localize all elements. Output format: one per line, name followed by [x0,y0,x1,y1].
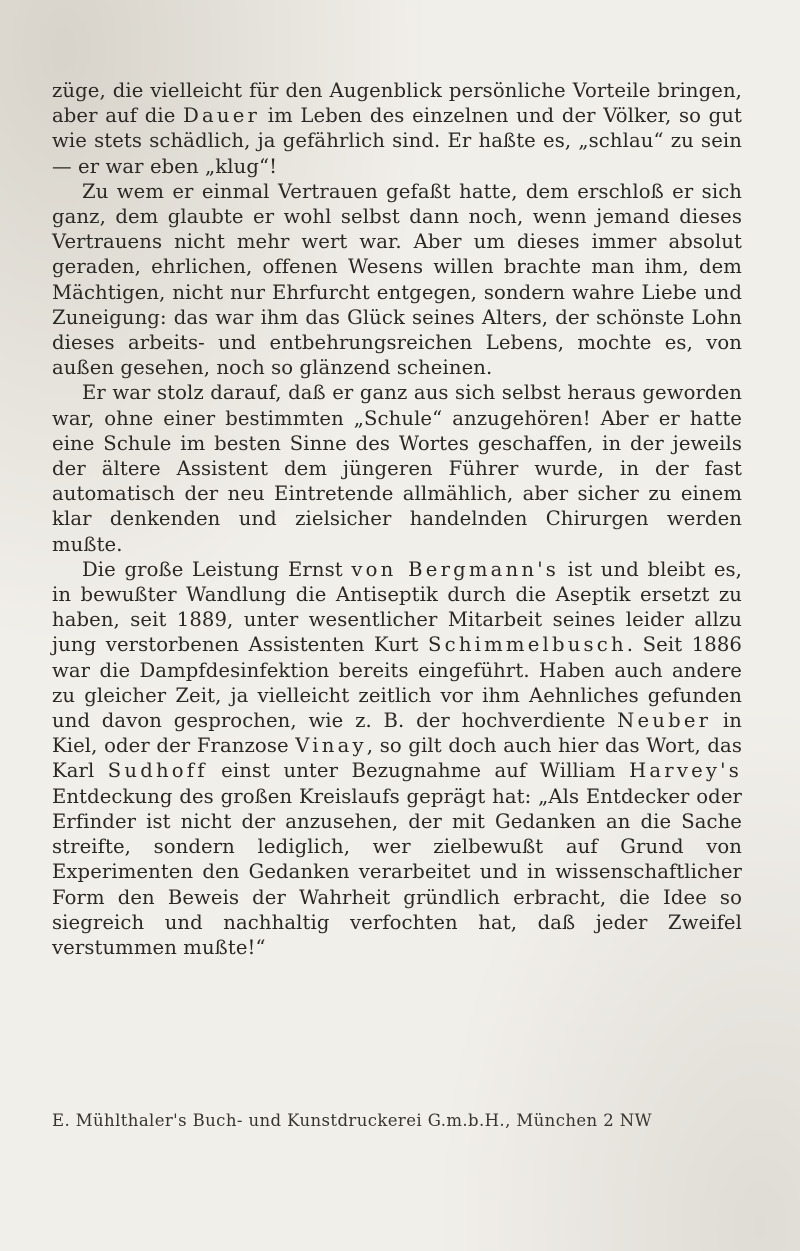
text-segment: einst unter Bezugnahme auf William [207,759,630,783]
spaced-name: Vinay [295,734,367,758]
spaced-name: Sudhoff [107,759,208,783]
text-segment: , so gilt doch auch hier das Wort, das Karl [52,734,742,783]
text-segment: züge, die vielleicht für den Augenblick persönliche Vorteile bringen, aber auf die [52,79,742,128]
printer-imprint: E. Mühlthaler's Buch- und Kunstdruckerei G.m.b.H., München 2 NW [52,1111,652,1130]
text-segment: Zu wem er einmal Vertrauen gefaßt hatte, dem erschloß er sich ganz, dem glaubte er wohl selbst dann noch, wenn jemand dieses Vertrauens nicht mehr wert war. Aber um dieses immer absolut geraden, ehrlichen, offenen Wesens willen brachte man ihm, dem Mächtigen, nicht nur Ehrfurcht entgegen, sondern wahre Liebe und Zuneigung: das war ihm das Glück seines Alters, der schönste Lohn dieses arbeits- und entbehrungsreichen Lebens, mochte es, von außen gesehen, noch so glänzend scheinen. [52,179,742,380]
text-segment: Entdeckung des großen Kreislaufs geprägt hat: „Als Entdecker oder Erfinder ist nicht der anzusehen, der mit Gedanken an die Sache streifte, sondern lediglich, wer zielbewußt auf Grund von Experimenten den Gedanken verarbeitet und in wissenschaftlicher Form den Beweis der Wahrheit gründlich erbracht, die Idee so siegreich und nachhaltig verfochten hat, daß jeder Zweifel verstummen mußte!“ [52,784,742,959]
text-segment: ist und bleibt es, in bewußter Wandlung die Antiseptik durch die Aseptik ersetzt zu haben, seit 1889, unter wesentlicher Mitarbeit seines leider allzu jung verstorbenen Assistenten Kurt [52,557,742,657]
paragraph [52,78,742,179]
spaced-name: Schimmelbusch [428,633,627,657]
spaced-name: Dauer [183,104,261,128]
text-segment: Die große Leistung Ernst [82,557,352,581]
body-text [52,78,742,960]
text-segment: im Leben des einzelnen und der Völker, so gut wie stets schädlich, ja gefährlich sind. Er haßte es, „schlau“ zu sein — er war eben „klug“! [52,104,742,178]
text-segment: . Seit 1886 war die Dampfdesinfektion bereits eingeführt. Haben auch andere zu gleicher Zeit, ja vielleicht zeitlich vor ihm Aehnliches gefunden und davon gesprochen, wie z. B. der hochverdiente [52,633,742,733]
text-segment: Er war stolz darauf, daß er ganz aus sich selbst heraus geworden war, ohne einer bestimmten „Schule“ anzugehören! Aber er hatte eine Schule im besten Sinne des Wortes geschaffen, in der jeweils der ältere Assistent dem jüngeren Führer wurde, in der fast automatisch der neu Eintretende allmählich, aber sicher zu einem klar denkenden und zielsicher handelnden Chirurgen werden mußte. [52,381,742,556]
spaced-name: Neuber [617,709,712,733]
paragraph [52,179,742,381]
text-segment: in Kiel, oder der Franzose [52,709,742,758]
spaced-name: von Bergmann's [351,557,560,581]
paragraph [52,380,742,556]
spaced-name: Harvey's [629,759,742,783]
paragraph [52,557,742,960]
